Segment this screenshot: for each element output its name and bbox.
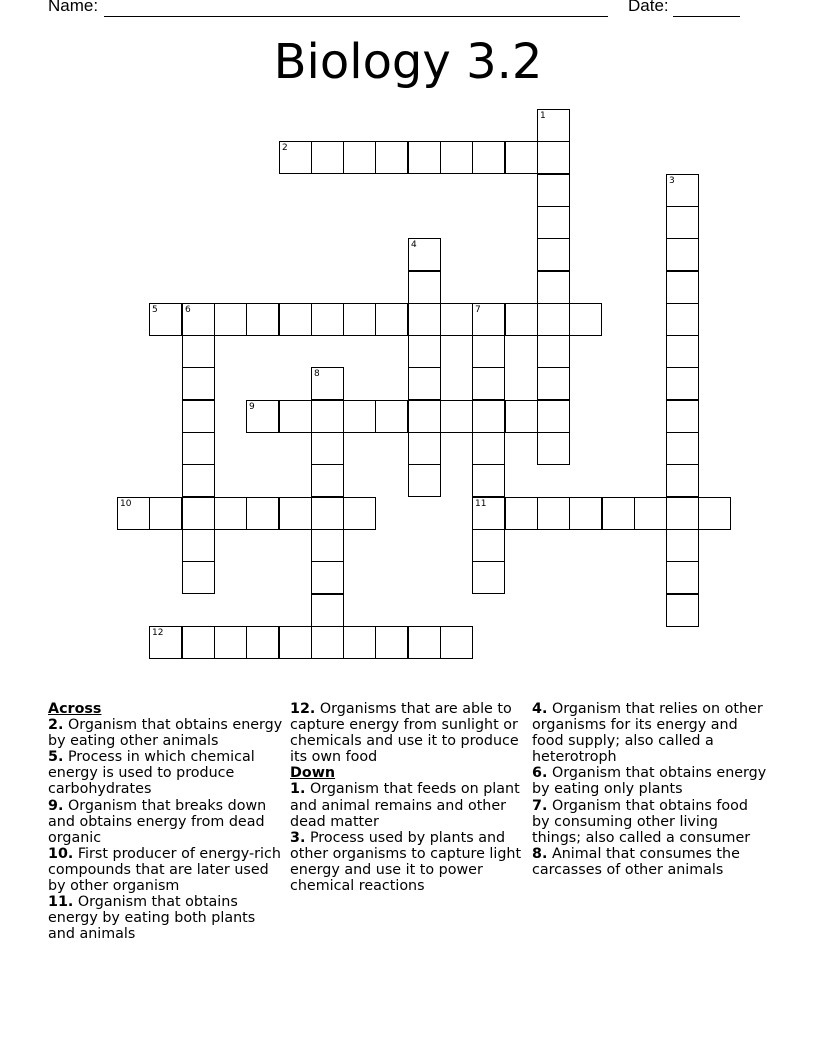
clue-number: 9 xyxy=(249,402,255,412)
grid-cell[interactable] xyxy=(408,271,441,304)
grid-cell[interactable] xyxy=(698,497,731,530)
grid-cell[interactable] xyxy=(408,141,441,174)
grid-cell[interactable] xyxy=(666,335,699,368)
grid-cell[interactable] xyxy=(408,335,441,368)
clue-down-4: 4. Organism that relies on other organisms for its energy and food supply; also called a heterotroph xyxy=(532,701,763,766)
grid-cell[interactable] xyxy=(472,400,505,433)
grid-cell[interactable] xyxy=(505,497,538,530)
grid-cell[interactable] xyxy=(472,529,505,562)
grid-cell[interactable] xyxy=(505,303,538,336)
clue-number: 12 xyxy=(152,628,164,638)
grid-cell[interactable] xyxy=(537,367,570,400)
grid-cell[interactable] xyxy=(246,400,279,433)
grid-cell[interactable] xyxy=(537,432,570,465)
grid-cell[interactable] xyxy=(246,497,279,530)
grid-cell[interactable] xyxy=(343,400,376,433)
across-heading: Across xyxy=(48,701,102,717)
clue-number: 7 xyxy=(475,305,481,315)
grid-cell[interactable] xyxy=(505,141,538,174)
grid-cell[interactable] xyxy=(279,303,312,336)
clue-number: 6 xyxy=(185,305,191,315)
clue-across-12: 12. Organisms that are able to capture energy from sunlight or chemicals and use it to produce its own food xyxy=(290,701,519,766)
clues-column-1 xyxy=(48,701,284,942)
grid-cell[interactable] xyxy=(537,109,570,142)
grid-cell[interactable] xyxy=(182,464,215,497)
grid-cell[interactable] xyxy=(182,303,215,336)
clue-down-8: 8. Animal that consumes the carcasses of other animals xyxy=(532,845,740,878)
grid-cell[interactable] xyxy=(311,303,344,336)
clue-across-9: 9. Organism that breaks down and obtains energy from dead organic xyxy=(48,797,267,846)
grid-cell[interactable] xyxy=(375,141,408,174)
grid-cell[interactable] xyxy=(440,626,473,659)
date-label: Date: xyxy=(628,0,669,15)
grid-cell[interactable] xyxy=(537,174,570,207)
grid-cell[interactable] xyxy=(182,561,215,594)
grid-cell[interactable] xyxy=(569,303,602,336)
grid-cell[interactable] xyxy=(505,400,538,433)
grid-cell[interactable] xyxy=(343,303,376,336)
clues-column-3 xyxy=(532,701,768,878)
grid-cell[interactable] xyxy=(343,141,376,174)
grid-cell[interactable] xyxy=(472,141,505,174)
grid-cell[interactable] xyxy=(472,464,505,497)
grid-cell[interactable] xyxy=(472,303,505,336)
grid-cell[interactable] xyxy=(279,626,312,659)
grid-cell[interactable] xyxy=(182,626,215,659)
clue-down-3: 3. Process used by plants and other organisms to capture light energy and use it to power chemical reactions xyxy=(290,829,522,895)
grid-cell[interactable] xyxy=(666,367,699,400)
grid-cell[interactable] xyxy=(311,497,344,530)
clue-number: 3 xyxy=(669,176,675,186)
grid-cell[interactable] xyxy=(311,432,344,465)
grid-cell[interactable] xyxy=(537,400,570,433)
grid-cell[interactable] xyxy=(666,497,699,530)
grid-cell[interactable] xyxy=(311,367,344,400)
grid-cell[interactable] xyxy=(472,335,505,368)
grid-cell[interactable] xyxy=(182,432,215,465)
clue-down-7: 7. Organism that obtains food by consuming other living things; also called a consumer xyxy=(532,797,751,846)
grid-cell[interactable] xyxy=(375,303,408,336)
grid-cell[interactable] xyxy=(279,400,312,433)
clue-number: 10 xyxy=(120,499,132,509)
grid-cell[interactable] xyxy=(182,497,215,530)
clue-number: 11 xyxy=(475,499,487,509)
clue-number: 5 xyxy=(152,305,158,315)
grid-cell[interactable] xyxy=(537,141,570,174)
grid-cell[interactable] xyxy=(634,497,667,530)
clue-across-5: 5. Process in which chemical energy is used to produce carbohydrates xyxy=(48,749,255,798)
grid-cell[interactable] xyxy=(537,335,570,368)
grid-cell[interactable] xyxy=(472,432,505,465)
grid-cell[interactable] xyxy=(472,367,505,400)
grid-cell[interactable] xyxy=(343,497,376,530)
grid-cell[interactable] xyxy=(246,303,279,336)
grid-cell[interactable] xyxy=(214,497,247,530)
grid-cell[interactable] xyxy=(440,141,473,174)
grid-cell[interactable] xyxy=(311,141,344,174)
clue-number: 2 xyxy=(282,143,288,153)
grid-cell[interactable] xyxy=(666,400,699,433)
grid-cell[interactable] xyxy=(408,400,441,433)
grid-cell[interactable] xyxy=(537,206,570,239)
grid-cell[interactable] xyxy=(472,561,505,594)
grid-cell[interactable] xyxy=(408,464,441,497)
grid-cell[interactable] xyxy=(311,400,344,433)
grid-cell[interactable] xyxy=(408,626,441,659)
grid-cell[interactable] xyxy=(602,497,635,530)
grid-cell[interactable] xyxy=(408,367,441,400)
grid-cell[interactable] xyxy=(666,529,699,562)
grid-cell[interactable] xyxy=(149,497,182,530)
grid-cell[interactable] xyxy=(182,400,215,433)
grid-cell[interactable] xyxy=(472,497,505,530)
clue-across-10: 10. First producer of energy-rich compounds that are later used by other organism xyxy=(48,845,281,895)
grid-cell[interactable] xyxy=(117,497,150,530)
grid-cell[interactable] xyxy=(214,626,247,659)
grid-cell[interactable] xyxy=(246,626,279,659)
page-title: Biology 3.2 xyxy=(273,34,543,90)
grid-cell[interactable] xyxy=(440,400,473,433)
grid-cell[interactable] xyxy=(537,238,570,271)
grid-cell[interactable] xyxy=(666,174,699,207)
grid-cell[interactable] xyxy=(408,432,441,465)
clue-down-6: 6. Organism that obtains energy by eating only plants xyxy=(532,765,767,798)
name-label: Name: xyxy=(48,0,99,15)
grid-cell[interactable] xyxy=(666,238,699,271)
grid-cell[interactable] xyxy=(666,303,699,336)
grid-cell[interactable] xyxy=(311,561,344,594)
grid-cell[interactable] xyxy=(182,367,215,400)
clue-number: 1 xyxy=(540,111,546,121)
down-heading: Down xyxy=(290,765,336,782)
grid-cell[interactable] xyxy=(311,594,344,627)
grid-cell[interactable] xyxy=(666,464,699,497)
grid-cell[interactable] xyxy=(666,206,699,239)
grid-cell[interactable] xyxy=(408,238,441,271)
grid-cell[interactable] xyxy=(311,464,344,497)
grid-cell[interactable] xyxy=(375,626,408,659)
grid-cell[interactable] xyxy=(666,561,699,594)
clues-column-2 xyxy=(290,701,526,894)
grid-cell[interactable] xyxy=(279,141,312,174)
grid-cell[interactable] xyxy=(149,626,182,659)
grid-cell[interactable] xyxy=(440,303,473,336)
grid-cell[interactable] xyxy=(149,303,182,336)
grid-cell[interactable] xyxy=(343,626,376,659)
clue-across-11: 11. Organism that obtains energy by eating both plants and animals xyxy=(48,894,256,943)
grid-cell[interactable] xyxy=(537,271,570,304)
clue-across-2: 2. Organism that obtains energy by eating other animals xyxy=(48,717,283,750)
grid-cell[interactable] xyxy=(182,335,215,368)
grid-cell[interactable] xyxy=(666,594,699,627)
grid-cell[interactable] xyxy=(214,303,247,336)
grid-cell[interactable] xyxy=(279,497,312,530)
grid-cell[interactable] xyxy=(666,432,699,465)
grid-cell[interactable] xyxy=(311,529,344,562)
grid-cell[interactable] xyxy=(537,303,570,336)
grid-cell[interactable] xyxy=(375,400,408,433)
grid-cell[interactable] xyxy=(182,529,215,562)
clue-number: 4 xyxy=(411,240,417,250)
grid-cell[interactable] xyxy=(537,497,570,530)
grid-cell[interactable] xyxy=(311,626,344,659)
grid-cell[interactable] xyxy=(666,271,699,304)
clue-down-1: 1. Organism that feeds on plant and animal remains and other dead matter xyxy=(290,781,520,830)
clue-number: 8 xyxy=(314,369,320,379)
grid-cell[interactable] xyxy=(408,303,441,336)
grid-cell[interactable] xyxy=(569,497,602,530)
